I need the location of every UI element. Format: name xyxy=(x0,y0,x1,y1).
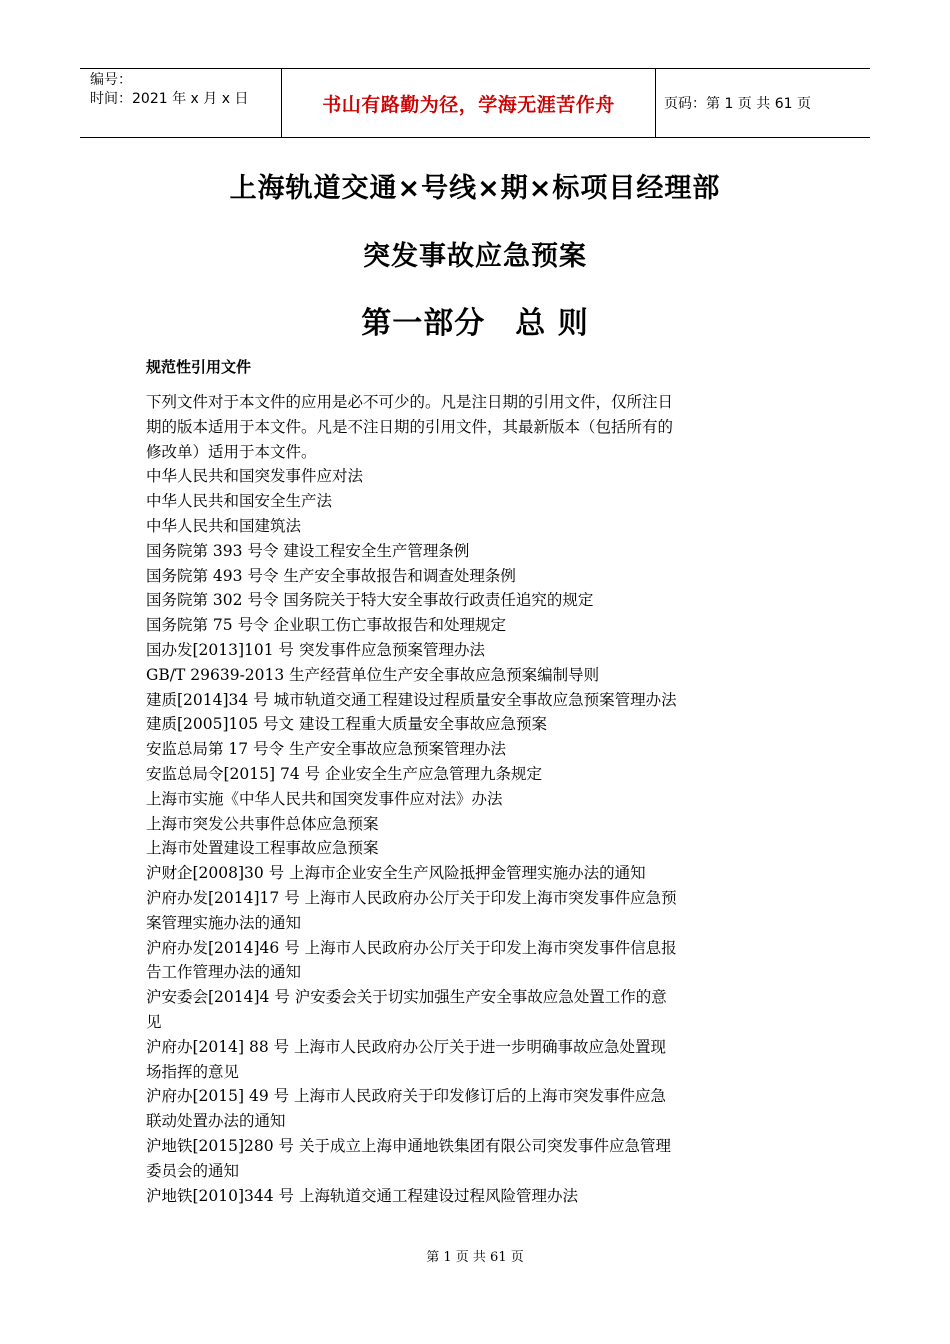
body-line: 下列文件对于本文件的应用是必不可少的。凡是注日期的引用文件，仅所注日 xyxy=(146,393,674,411)
body-line: 上海市实施《中华人民共和国突发事件应对法》办法 xyxy=(146,789,503,808)
body-line: 中华人民共和国建筑法 xyxy=(146,516,302,535)
part-name: 总 则 xyxy=(515,306,589,341)
body-line: 国办发[2013]101 号 突发事件应急预案管理办法 xyxy=(146,640,485,659)
section-heading: 规范性引用文件 xyxy=(146,358,252,376)
page-header xyxy=(80,68,870,138)
body-line: 中华人民共和国安全生产法 xyxy=(146,492,333,511)
header-motto: 书山有路勤为径，学海无涯苦作舟 xyxy=(282,69,656,137)
body-line: 见 xyxy=(146,1012,162,1031)
body-line: 安监总局第 17 号令 生产安全事故应急预案管理办法 xyxy=(146,740,507,759)
body-line: 上海市处置建设工程事故应急预案 xyxy=(146,839,379,858)
body-line: 案管理实施办法的通知 xyxy=(146,913,302,932)
body-line: 期的版本适用于本文件。凡是不注日期的引用文件，其最新版本（包括所有的 xyxy=(146,417,674,436)
body-line: 沪府办发[2014]17 号 上海市人民政府办公厅关于印发上海市突发事件应急预 xyxy=(146,888,677,907)
body-line: 沪安委会[2014]4 号 沪安委会关于切实加强生产安全事故应急处置工作的意 xyxy=(146,988,667,1007)
body-line: 建质[2014]34 号 城市轨道交通工程建设过程质量安全事故应急预案管理办法 xyxy=(146,690,677,709)
body-line: 中华人民共和国突发事件应对法 xyxy=(146,467,364,486)
body-text xyxy=(146,390,806,1208)
body-line: 委员会的通知 xyxy=(146,1161,240,1180)
body-line: 沪财企[2008]30 号 上海市企业安全生产风险抵押金管理实施办法的通知 xyxy=(146,864,646,883)
body-line: 场指挥的意见 xyxy=(146,1062,240,1081)
body-line: 沪地铁[2015]280 号 关于成立上海申通地铁集团有限公司突发事件应急管理 xyxy=(146,1136,671,1155)
time-label: 时间：2021 年 x 月 x 日 xyxy=(90,91,249,107)
body-line: 沪地铁[2010]344 号 上海轨道交通工程建设过程风险管理办法 xyxy=(146,1186,578,1205)
body-line: 沪府办发[2014]46 号 上海市人民政府办公厅关于印发上海市突发事件信息报 xyxy=(146,938,677,957)
body-line: 告工作管理办法的通知 xyxy=(146,963,302,982)
body-line: 国务院第 393 号令 建设工程安全生产管理条例 xyxy=(146,541,470,560)
part-title xyxy=(0,298,950,342)
body-line: 上海市突发公共事件总体应急预案 xyxy=(146,814,379,833)
body-line: 国务院第 302 号令 国务院关于特大安全事故行政责任追究的规定 xyxy=(146,591,594,610)
body-line: 修改单）适用于本文件。 xyxy=(146,442,317,461)
body-line: 安监总局令[2015] 74 号 企业安全生产应急管理九条规定 xyxy=(146,764,543,783)
body-line: 国务院第 75 号令 企业职工伤亡事故报告和处理规定 xyxy=(146,616,507,635)
header-meta xyxy=(80,69,282,137)
body-line: 联动处置办法的通知 xyxy=(146,1112,286,1131)
body-line: 建质[2005]105 号文 建设工程重大质量安全事故应急预案 xyxy=(146,715,547,734)
serial-label: 编号： xyxy=(90,72,132,88)
part-number: 第一部分 xyxy=(361,306,486,341)
body-line: 国务院第 493 号令 生产安全事故报告和调查处理条例 xyxy=(146,566,516,585)
body-line: 沪府办[2015] 49 号 上海市人民政府关于印发修订后的上海市突发事件应急 xyxy=(146,1087,667,1106)
body-line: GB/T 29639-2013 生产经营单位生产安全事故应急预案编制导则 xyxy=(146,665,600,684)
header-page-info: 页码：第 1 页 共 61 页 xyxy=(664,96,811,112)
body-line: 沪府办[2014] 88 号 上海市人民政府办公厅关于进一步明确事故应急处置现 xyxy=(146,1037,667,1056)
document-subtitle: 突发事故应急预案 xyxy=(363,241,587,272)
page-footer: 第 1 页 共 61 页 xyxy=(426,1250,524,1265)
document-title: 上海轨道交通×号线×期×标项目经理部 xyxy=(229,173,721,204)
